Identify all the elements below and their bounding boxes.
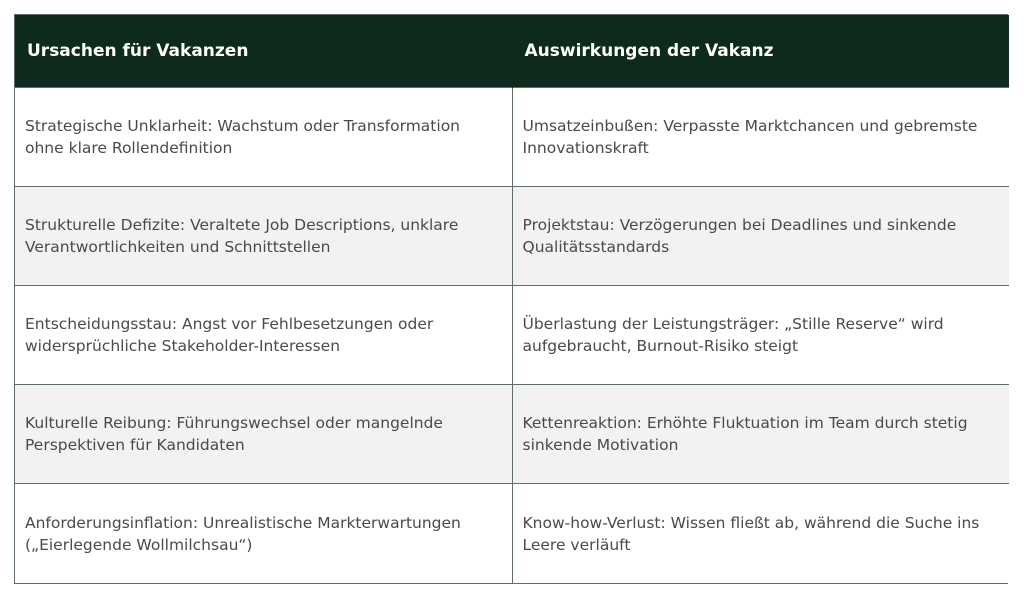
- header-causes: Ursachen für Vakanzen: [15, 15, 512, 87]
- cause-cell: Anforderungsinflation: Unrealistische Markterwartungen („Eierlegende Wollmilchsau“): [15, 484, 512, 583]
- table-row: [15, 385, 1009, 484]
- table-header-row: [15, 15, 1009, 87]
- effect-cell: Know-how-Verlust: Wissen fließt ab, während die Suche ins Leere verläuft: [512, 484, 1009, 583]
- table-row: [15, 186, 1009, 285]
- header-effects: Auswirkungen der Vakanz: [524, 40, 774, 61]
- cause-cell: Strukturelle Defizite: Veraltete Job Descriptions, unklare Verantwortlichkeiten und Schnittstellen: [15, 186, 512, 285]
- effect-cell: Überlastung der Leistungsträger: „Stille Reserve“ wird aufgebraucht, Burnout-Risiko steigt: [512, 285, 1009, 384]
- table-row: [15, 484, 1009, 583]
- effect-cell: Projektstau: Verzögerungen bei Deadlines und sinkende Qualitätsstandards: [512, 186, 1009, 285]
- cause-cell: Kulturelle Reibung: Führungswechsel oder mangelnde Perspektiven für Kandidaten: [15, 385, 512, 484]
- table-row: [15, 87, 1009, 186]
- cause-cell: Strategische Unklarheit: Wachstum oder Transformation ohne klare Rollendefinition: [15, 87, 512, 186]
- cause-cell: Entscheidungsstau: Angst vor Fehlbesetzungen oder widersprüchliche Stakeholder-Interessen: [15, 285, 512, 384]
- table-row: [15, 285, 1009, 384]
- vacancy-table: [15, 15, 1009, 583]
- effect-cell: Kettenreaktion: Erhöhte Fluktuation im Team durch stetig sinkende Motivation: [512, 385, 1009, 484]
- causes-effects-table: [14, 14, 1008, 584]
- effect-cell: Umsatzeinbußen: Verpasste Marktchancen und gebremste Innovationskraft: [512, 87, 1009, 186]
